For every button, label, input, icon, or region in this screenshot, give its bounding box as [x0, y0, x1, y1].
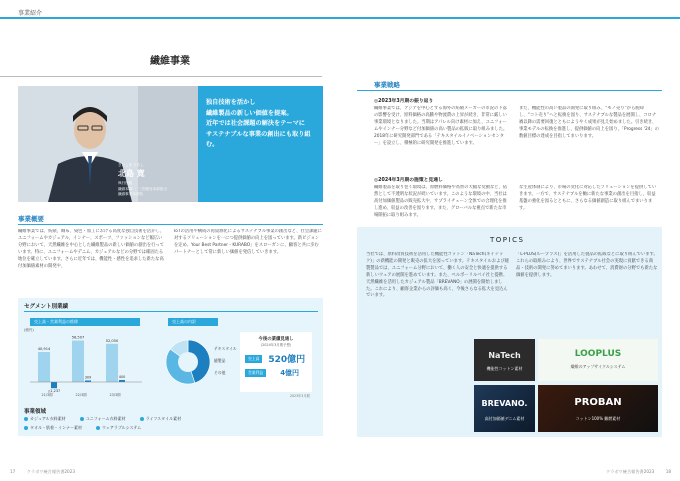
domain-item: ライフスタイル素材 [140, 416, 182, 422]
looplus-caption: 繊維のアップサイクルシステム [570, 364, 626, 369]
revenue-bar-chart [24, 332, 144, 398]
sales-bar [72, 341, 84, 382]
quote-line: 独自技術を活かし [206, 99, 256, 106]
person-illustration [18, 86, 198, 202]
chart-unit: (億円) [24, 328, 34, 332]
sales-value-label: 40,914 [37, 346, 51, 351]
segment-note: 2023年3月期 [290, 394, 310, 398]
topics-text-col2: 「L-PLUS(ループラス)」を活用した製品の拡販などに取り組んでいます。これらの取組みにより、世界でサステナブル社会の実現に貢献できる商品・技術の開発に努めてまいります。あわせて、消費財の分野でも新たな価値を提供します。 [516, 252, 658, 278]
page-title: 繊維事業 [150, 56, 190, 67]
bullet-icon [80, 417, 84, 421]
natech-tile [474, 339, 535, 381]
domain-item: ユニフォーム衣料素材 [80, 416, 126, 422]
proban-logo: PROBAN [574, 397, 622, 408]
bullet-icon [96, 426, 100, 430]
pie-chart-title: 売上高の内訳 [168, 318, 218, 326]
profit-value: 4億円 [280, 369, 300, 377]
profit-value-label: 309 [84, 375, 92, 380]
sales-value-label: 56,507 [71, 335, 85, 340]
pie-label: 縫製品 [214, 358, 226, 363]
role-line: 繊維本部 ・ 三次販売本部担当 [118, 186, 168, 191]
looplus-logo: LOOPLUS [574, 349, 622, 359]
role-line: 繊維事業本部長 [118, 192, 144, 196]
sales-bar [106, 344, 118, 382]
pie-hole [178, 352, 198, 372]
overview-heading: 事業概要 [18, 215, 44, 223]
overview-rule [18, 224, 323, 225]
domain-item: タオル・肌着・インナー素材 [24, 425, 82, 431]
natech-caption: 機能性コットン素材 [486, 366, 523, 371]
category-label: 23/3期 [109, 393, 121, 397]
quote-line: 近年では社会課題の解決をテーマに [206, 120, 305, 127]
brevano-caption: 高付加価値デニム素材 [484, 416, 525, 421]
sales-label: 売上高 [245, 355, 262, 363]
footer-left [10, 469, 75, 475]
brevano-logo: BREVANO. [481, 399, 528, 408]
category-label: 22/3期 [75, 393, 87, 397]
trend-chart-title: 売上高・営業利益の推移 [30, 318, 140, 326]
brevano-tile [474, 385, 535, 432]
results-subtitle: (2024年3月期予想) [260, 343, 292, 347]
profit-bar [51, 382, 57, 388]
review-text-col2: また、機能性の高い製品の開発に取り組み、“モノ売り”から脱却し、“コト売り”へと転換を図り、サステナブルな製品を展開し、コロナ禍以降の需要回復とともにようやく成果が見え始めました。引き続き、事業モデルの転換を推進し、提供価値の向上を図り、「Progress '24」の数値目標の達成を目指してまいります。 [519, 106, 659, 139]
quote-line: 繊維製品の新しい価値を提案。 [206, 109, 293, 117]
review-text-col1: 繊維事業では、アジアを中心とする海外の紡績メーカーの市況の下落の影響を受け、原料価格の高騰や物流費の上昇が続き、非常に厳しい事業環境となりました。当期はアパレル向け素材に加え、ユニフォームやインナー分野など付加価値の高い製品の拡販に取り組みました。2018年に研究開発部門である「テキスタイルイノベーションセンター」を設立し、積極的に研究開発を推進しています。 [374, 106, 508, 146]
strategy-heading: 事業戦略 [374, 81, 400, 89]
natech-logo: NaTech [488, 351, 521, 360]
quote-text [206, 98, 321, 151]
overview-text-col2: IoTの活用や構成の再資源化によるサステナブル事業の創出など、社会課題に対するソリューションを一につ提供価値の向上を図っています。新ビジョンを定め、Your Best Partner - KURABO」をスローガンに、顧客と共に歩むパートナーとして常に新しい価値を発信していきます。 [174, 229, 322, 255]
profit-value-label: 400 [118, 375, 126, 379]
pie-label: その他 [214, 370, 226, 375]
executive-photo [18, 86, 198, 202]
pie-label: テキスタイル [214, 346, 237, 351]
header-rule [0, 17, 680, 19]
proban-caption: コットン100% 難燃素材 [575, 416, 621, 421]
executive-role [118, 181, 167, 198]
domains-list [24, 416, 318, 431]
review-heading: ◎2023年3月期の振り返り [374, 99, 434, 104]
plan-heading: ◎2024年3月期の施策と見通し [374, 178, 443, 183]
topics-heading: TOPICS [490, 236, 525, 244]
looplus-tile [538, 339, 658, 381]
plan-text-col2: な生産体制により、市場の変化に対応したソリューションを提供していきます。一方で、サステナブルを軸に新たな事業の創出を目指し、収益基盤の強化を図るとともに、さらなる価値創造に取り組んでまいります。 [519, 185, 657, 211]
footer-title: クラボウ統合報告書2023 [26, 469, 76, 474]
role-line: 執行役員 [118, 181, 133, 185]
bullet-icon [24, 417, 28, 421]
quote-line: サステナブルな事業の創出にも取り組む。 [206, 130, 311, 148]
topics-text-col1: 当社では、原料改質技術を活用した機能性コットン「NaTech(ネイテック)」の新機能の開発と販売の拡大を図っています。テキスタイルおよび縫製製品では、ユニフォーム分野において、働く人の安全と快適を提供する新しいウェアの展開を進めています。また、ペルポーリルベイ社と提携、天然繊維を活用したカジュアル製品「BREVANO」の展開を開始しました。これにより、顧客企業からの評価も高く、今後さらなる拡大を見込んでいます。 [366, 252, 509, 299]
sales-breakdown-chart [162, 330, 242, 398]
strategy-rule [357, 90, 662, 91]
bullet-icon [140, 417, 144, 421]
domain-item: ウェアラブルシステム [96, 425, 141, 431]
sales-value-label: 52,050 [105, 338, 119, 343]
footer-title: クラボウ統合報告書2023 [606, 469, 655, 474]
results-title: 今後の業績見通し [258, 337, 294, 342]
section-label: 事業紹介 [18, 10, 43, 17]
category-label: 21/3期 [41, 393, 53, 397]
results-card [240, 332, 312, 392]
name-ruby: きたしま ひろし [118, 163, 144, 167]
title-divider [0, 76, 322, 77]
profit-bar [119, 380, 125, 382]
proban-tile [538, 385, 658, 432]
sales-bar [38, 352, 50, 382]
bullet-icon [24, 426, 28, 430]
plan-text-col1: 繊維製品を取り巻く環境は、原燃料価格や為替の大幅な変動など、依然として不透明な状況が続いています。このような環境の中、当社は高付加価値製品の販売拡大や、サプライチェーン全体での合理化を推し進め、収益の改善を図ります。また、グローバルな視点で新たな市場開拓に取り組みます。 [374, 185, 508, 218]
sales-value: 520億円 [268, 355, 306, 365]
domains-heading: 事業領域 [24, 409, 47, 415]
profit-value-label: △1,237 [47, 389, 61, 394]
profit-label: 営業利益 [245, 369, 266, 377]
executive-nameplate [118, 163, 167, 198]
page-number: 18 [665, 469, 672, 474]
page-number: 17 [10, 469, 16, 474]
executive-name: 北島 寛 [118, 169, 145, 178]
domain-item: カジュアル衣料素材 [24, 416, 66, 422]
segment-rule [24, 311, 318, 312]
segment-heading: セグメント別業績 [24, 304, 68, 310]
footer-right [606, 469, 671, 475]
overview-text-col1: 繊維事業では、紡績、織布、染色・加工における高度な独自技術を活かし、ユニフォームやカジュアル、インナー、スポーツ、ファッションなど幅広い分野において、天然繊維を中心とした繊維製品の新しい価値の創出を行っています。特に、ユニフォームやデニム、カジュアルなどの分野では確固たる地位を確立しています。さらに近年では、機能性・感性を追求した新たな高付加価値素材の開発や、 [18, 229, 165, 269]
